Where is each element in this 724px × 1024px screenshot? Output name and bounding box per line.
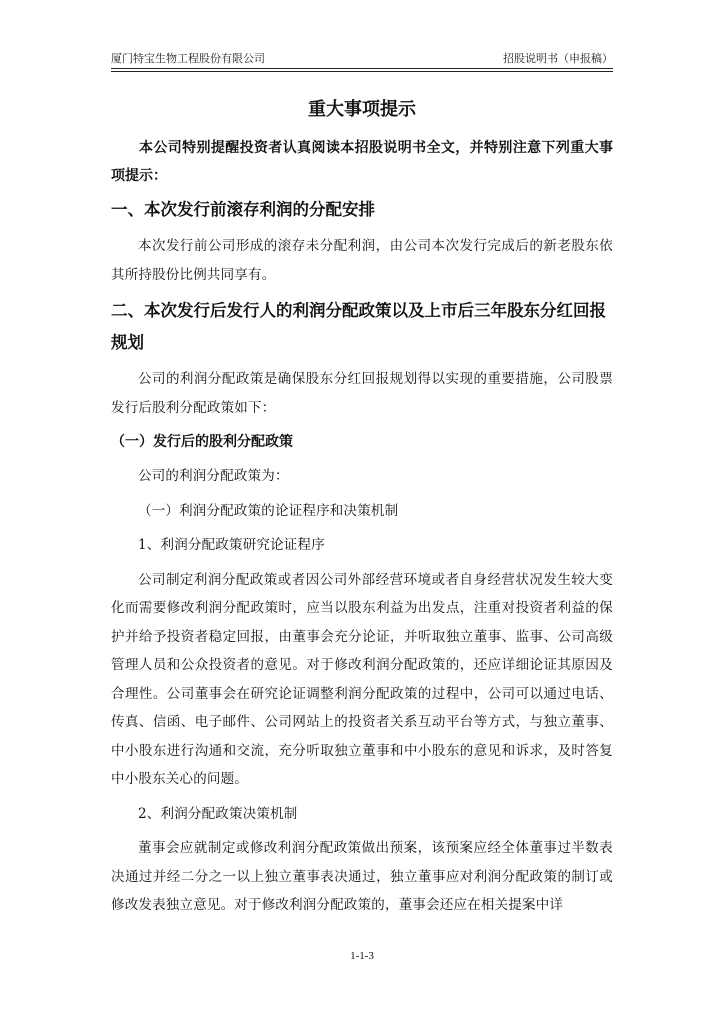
page-header [111,50,613,68]
item-2-title: 2、利润分配政策决策机制 [138,805,298,822]
policy-sub-item: （一）利润分配政策的论证程序和决策机制 [138,502,399,519]
header-company: 厦门特宝生物工程股份有限公司 [111,52,265,65]
policy-intro: 公司的利润分配政策为： [138,468,289,484]
header-doc-type: 招股说明书（申报稿） [503,52,613,65]
header-rule-thin [111,71,613,72]
subsection-1-heading: （一）发行后的股利分配政策 [111,434,293,450]
page-number: 1-1-3 [350,950,374,962]
item-2-body: 董事会应就制定或修改利润分配政策做出预案，该预案应经全体董事过半数表决通过并经二分之一以上独立董事表决通过，独立董事应对利润分配政策的制订或修改发表独立意见。对于修改利润分配政策的，董事会还应在相关提案中详 [111,840,613,913]
page-body [111,98,613,926]
section-2-heading: 二、本次发行后发行人的利润分配政策以及上市后三年股东分红回报规划 [111,301,606,352]
header-rule-thick [111,68,613,69]
section-1-heading: 一、本次发行前滚存利润的分配安排 [111,200,375,219]
page-title: 重大事项提示 [308,99,416,120]
section-1-paragraph: 本次发行前公司形成的滚存未分配利润，由公司本次发行完成后的新老股东依其所持股份比例共同享有。 [111,238,613,283]
item-1-title: 1、利润分配政策研究论证程序 [138,537,325,553]
item-1-body: 公司制定利润分配政策或者因公司外部经营环境或者自身经营状况发生较大变化而需要修改利润分配政策时，应当以股东利益为出发点，注重对投资者利益的保护并给予投资者稳定回报，由董事会充分论证，并听取独立董事、监事、公司高级管理人员和公众投资者的意见。对于修改利润分配政策的，还应详细论证其原因及合理性。公司董事会在研究论证调整利润分配政策的过程中，公司可以通过电话、传真、信函、电子邮件、公司网站上的投资者关系互动平台等方式，与独立董事、中小股东进行沟通和交流，充分听取独立董事和中小股东的意见和诉求，及时答复中小股东关心的问题。 [111,571,613,787]
section-2-paragraph: 公司的利润分配政策是确保股东分红回报规划得以实现的重要措施，公司股票发行后股利分配政策如下： [111,371,613,416]
lead-paragraph: 本公司特别提醒投资者认真阅读本招股说明书全文，并特别注意下列重大事项提示： [111,140,613,184]
